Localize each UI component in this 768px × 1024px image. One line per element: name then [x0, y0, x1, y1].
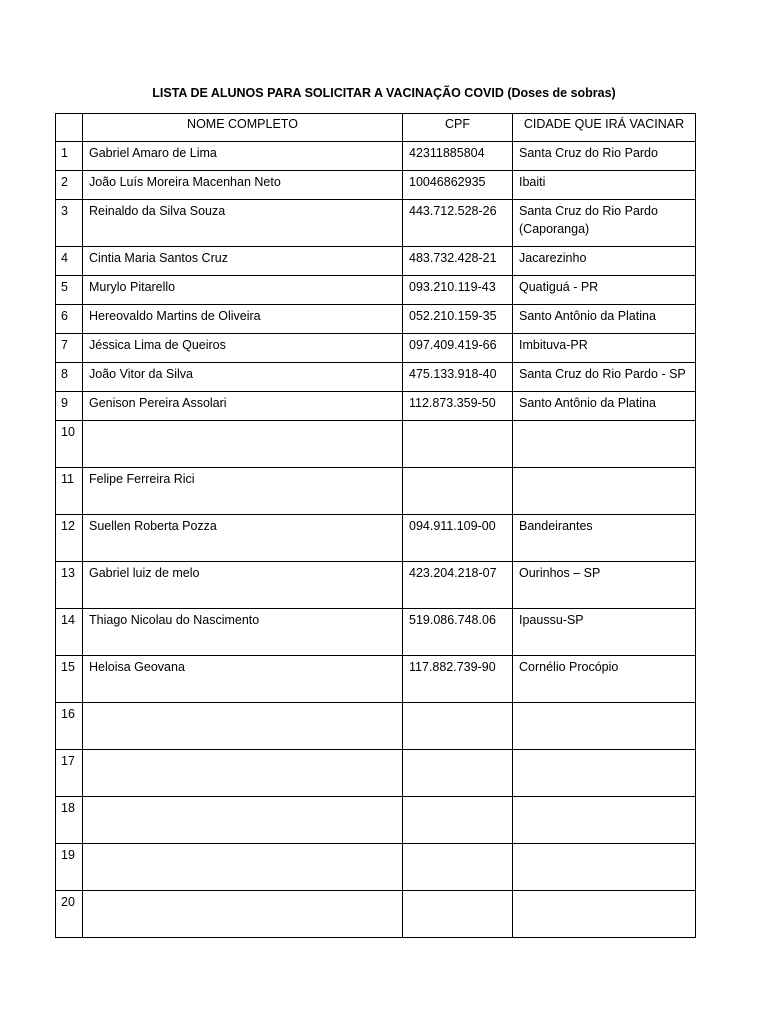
table-row: [56, 247, 696, 276]
table-row: [56, 515, 696, 562]
row-nome: [83, 703, 403, 750]
row-nome: Felipe Ferreira Rici: [83, 468, 403, 515]
row-number: 11: [56, 468, 83, 515]
row-cpf: [403, 421, 513, 468]
row-cidade: Ipaussu-SP: [513, 609, 696, 656]
header-number: [56, 114, 83, 142]
header-cidade: CIDADE QUE IRÁ VACINAR: [513, 114, 696, 142]
row-number: 7: [56, 334, 83, 363]
row-cidade: [513, 891, 696, 938]
row-cpf: 519.086.748.06: [403, 609, 513, 656]
row-cpf: 052.210.159-35: [403, 305, 513, 334]
row-cpf: 097.409.419-66: [403, 334, 513, 363]
row-number: 16: [56, 703, 83, 750]
row-cpf: [403, 468, 513, 515]
table-row: [56, 392, 696, 421]
row-number: 19: [56, 844, 83, 891]
table-row: [56, 421, 696, 468]
row-number: 14: [56, 609, 83, 656]
row-nome: Murylo Pitarello: [83, 276, 403, 305]
row-cidade: Cornélio Procópio: [513, 656, 696, 703]
table-row: [56, 200, 696, 247]
row-number: 10: [56, 421, 83, 468]
table-row: [56, 891, 696, 938]
table-row: [56, 750, 696, 797]
row-cidade: Ibaiti: [513, 171, 696, 200]
row-nome: Cintia Maria Santos Cruz: [83, 247, 403, 276]
row-nome: Gabriel Amaro de Lima: [83, 142, 403, 171]
row-cpf: 094.911.109-00: [403, 515, 513, 562]
row-cidade: Santa Cruz do Rio Pardo - SP: [513, 363, 696, 392]
table-row: [56, 468, 696, 515]
row-cpf: 475.133.918-40: [403, 363, 513, 392]
row-cidade: Jacarezinho: [513, 247, 696, 276]
row-number: 13: [56, 562, 83, 609]
table-row: [56, 562, 696, 609]
row-nome: [83, 891, 403, 938]
row-cpf: 42311885804: [403, 142, 513, 171]
row-cpf: 093.210.119-43: [403, 276, 513, 305]
row-number: 15: [56, 656, 83, 703]
row-number: 2: [56, 171, 83, 200]
row-nome: [83, 797, 403, 844]
table-row: [56, 305, 696, 334]
table-row: [56, 703, 696, 750]
table-row: [56, 656, 696, 703]
row-number: 12: [56, 515, 83, 562]
row-number: 5: [56, 276, 83, 305]
row-nome: Gabriel luiz de melo: [83, 562, 403, 609]
row-number: 17: [56, 750, 83, 797]
row-nome: Hereovaldo Martins de Oliveira: [83, 305, 403, 334]
row-cidade: [513, 844, 696, 891]
row-nome: Reinaldo da Silva Souza: [83, 200, 403, 247]
table-row: [56, 363, 696, 392]
row-cidade: Imbituva-PR: [513, 334, 696, 363]
row-nome: [83, 844, 403, 891]
table-row: [56, 844, 696, 891]
table-row: [56, 142, 696, 171]
row-nome: [83, 750, 403, 797]
row-number: 8: [56, 363, 83, 392]
row-nome: [83, 421, 403, 468]
row-nome: Jéssica Lima de Queiros: [83, 334, 403, 363]
row-nome: Heloisa Geovana: [83, 656, 403, 703]
row-cpf: 117.882.739-90: [403, 656, 513, 703]
row-cidade: Quatiguá - PR: [513, 276, 696, 305]
row-number: 3: [56, 200, 83, 247]
table-header-row: [56, 114, 696, 142]
row-cidade: Santo Antônio da Platina: [513, 305, 696, 334]
header-cpf: CPF: [403, 114, 513, 142]
row-cidade: Ourinhos – SP: [513, 562, 696, 609]
row-number: 20: [56, 891, 83, 938]
row-nome: Genison Pereira Assolari: [83, 392, 403, 421]
row-cpf: [403, 844, 513, 891]
row-nome: João Vitor da Silva: [83, 363, 403, 392]
row-number: 9: [56, 392, 83, 421]
table-row: [56, 276, 696, 305]
row-cpf: 10046862935: [403, 171, 513, 200]
row-cidade: Santo Antônio da Platina: [513, 392, 696, 421]
row-cidade: [513, 703, 696, 750]
row-cidade: [513, 468, 696, 515]
row-number: 4: [56, 247, 83, 276]
row-cidade: [513, 421, 696, 468]
row-cpf: 483.732.428-21: [403, 247, 513, 276]
row-cidade: Bandeirantes: [513, 515, 696, 562]
table-row: [56, 171, 696, 200]
row-number: 6: [56, 305, 83, 334]
table-row: [56, 334, 696, 363]
row-number: 18: [56, 797, 83, 844]
row-number: 1: [56, 142, 83, 171]
students-table: [55, 113, 696, 938]
header-nome-completo: NOME COMPLETO: [83, 114, 403, 142]
row-nome: Suellen Roberta Pozza: [83, 515, 403, 562]
row-cidade: [513, 797, 696, 844]
row-cpf: 423.204.218-07: [403, 562, 513, 609]
row-cpf: 112.873.359-50: [403, 392, 513, 421]
table-row: [56, 797, 696, 844]
row-cpf: [403, 797, 513, 844]
row-cpf: 443.712.528-26: [403, 200, 513, 247]
row-cidade: Santa Cruz do Rio Pardo: [513, 142, 696, 171]
document-title: LISTA DE ALUNOS PARA SOLICITAR A VACINAÇÃO COVID (Doses de sobras): [152, 86, 616, 100]
row-cidade: Santa Cruz do Rio Pardo (Caporanga): [513, 200, 696, 247]
row-cpf: [403, 703, 513, 750]
row-nome: João Luís Moreira Macenhan Neto: [83, 171, 403, 200]
row-cidade: [513, 750, 696, 797]
row-nome: Thiago Nicolau do Nascimento: [83, 609, 403, 656]
row-cpf: [403, 891, 513, 938]
row-cpf: [403, 750, 513, 797]
table-row: [56, 609, 696, 656]
